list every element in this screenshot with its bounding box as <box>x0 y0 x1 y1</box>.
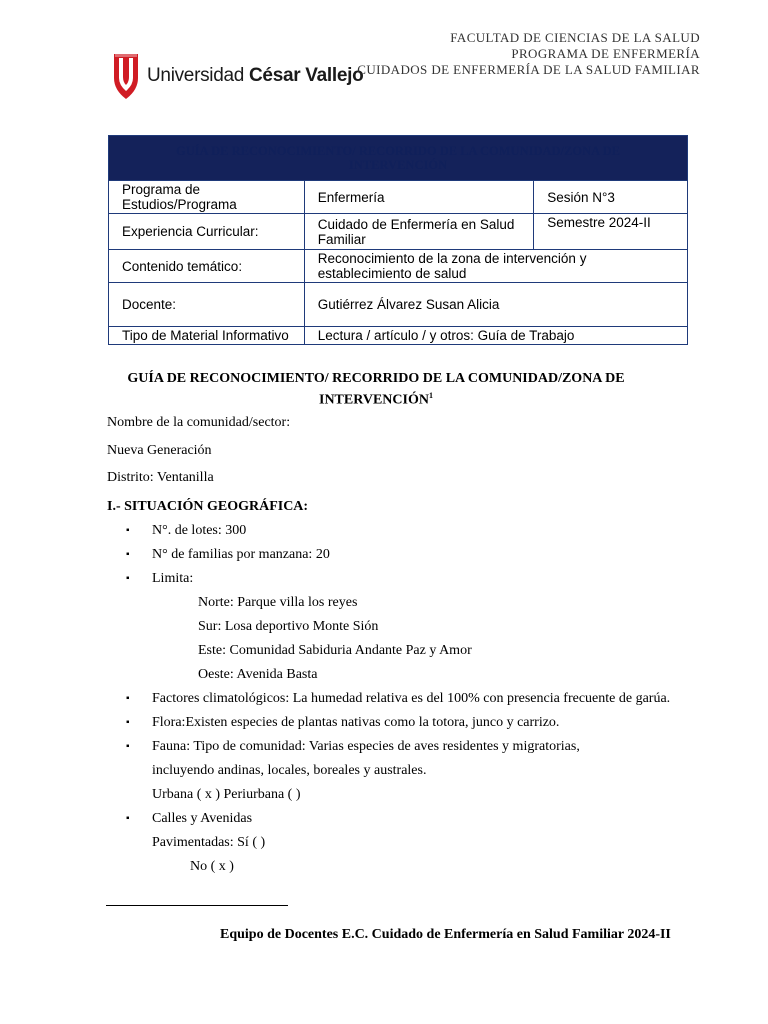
fauna-continuation: incluyendo andinas, locales, boreales y australes. <box>152 763 427 778</box>
row-label: Contenido temático: <box>109 250 305 283</box>
bullet-icon: ▪ <box>126 525 130 536</box>
row-extra: Semestre 2024-II <box>534 214 688 250</box>
row-label: Experiencia Curricular: <box>109 214 305 250</box>
row-label: Tipo de Material Informativo <box>109 327 305 345</box>
course-name: CUIDADOS DE ENFERMERÍA DE LA SALUD FAMILIAR <box>357 62 700 77</box>
section-title: I.- SITUACIÓN GEOGRÁFICA: <box>107 499 309 514</box>
faculty-name: FACULTAD DE CIENCIAS DE LA SALUD <box>450 30 700 45</box>
community-label: Nombre de la comunidad/sector: <box>107 415 291 430</box>
footnote-mark: 1 <box>428 391 433 400</box>
table-row <box>109 181 688 214</box>
list-item-lotes: N°. de lotes: 300 <box>152 523 247 538</box>
footnote-separator <box>106 905 288 906</box>
row-extra: Sesión N°3 <box>534 181 688 214</box>
limit-sur: Sur: Losa deportivo Monte Sión <box>198 619 379 634</box>
row-value: Enfermería <box>304 181 533 214</box>
bullet-icon: ▪ <box>126 717 130 728</box>
list-item-limita: Limita: <box>152 571 194 586</box>
pavimentadas-si: Pavimentadas: Sí ( ) <box>152 835 266 850</box>
list-item-calles: Calles y Avenidas <box>152 811 253 826</box>
university-name-regular: Universidad <box>147 65 250 86</box>
row-value: Gutiérrez Álvarez Susan Alicia <box>304 283 687 327</box>
bullet-icon: ▪ <box>126 813 130 824</box>
row-value: Lectura / artículo / y otros: Guía de Trabajo <box>304 327 687 345</box>
row-value: Cuidado de Enfermería en Salud Familiar <box>304 214 533 250</box>
document-title-text: GUÍA DE RECONOCIMIENTO/ RECORRIDO DE LA COMUNIDAD/ZONA DE INTERVENCIÓN <box>127 371 625 408</box>
bullet-icon: ▪ <box>126 573 130 584</box>
table-row <box>109 283 688 327</box>
list-item-familias: N° de familias por manzana: 20 <box>152 547 330 562</box>
bullet-icon: ▪ <box>126 693 130 704</box>
list-item-clima: Factores climatológicos: La humedad relativa es del 100% con presencia frecuente de garúa. <box>152 691 671 706</box>
bullet-icon: ▪ <box>126 741 130 752</box>
header-institution <box>357 30 700 78</box>
district: Distrito: Ventanilla <box>107 470 214 485</box>
limit-oeste: Oeste: Avenida Basta <box>198 667 318 682</box>
row-value: Reconocimiento de la zona de intervención y establecimiento de salud <box>304 250 687 283</box>
university-name <box>147 65 363 87</box>
table-row <box>109 214 688 250</box>
table-row <box>109 250 688 283</box>
info-table <box>108 135 688 345</box>
community-name: Nueva Generación <box>107 443 212 458</box>
info-table-header <box>109 136 688 181</box>
table-row <box>109 327 688 345</box>
limit-norte: Norte: Parque villa los reyes <box>198 595 358 610</box>
row-label: Docente: <box>109 283 305 327</box>
footer-text: Equipo de Docentes E.C. Cuidado de Enfermería en Salud Familiar 2024-II <box>220 927 671 942</box>
program-name: PROGRAMA DE ENFERMERÍA <box>511 46 700 61</box>
row-label: Programa de Estudios/Programa <box>109 181 305 214</box>
info-table-title: GUÍA DE RECONOCIMIENTO/ RECORRIDO DE LA COMUNIDAD/ZONA DE INTERVENCIÓN <box>109 136 688 181</box>
document-title <box>108 370 644 409</box>
university-shield-icon <box>113 52 139 100</box>
university-name-bold: César Vallejo <box>249 65 364 86</box>
bullet-icon: ▪ <box>126 549 130 560</box>
list-item-flora: Flora:Existen especies de plantas nativas como la totora, junco y carrizo. <box>152 715 560 730</box>
university-logo <box>113 52 363 100</box>
limit-este: Este: Comunidad Sabiduria Andante Paz y Amor <box>198 643 472 658</box>
pavimentadas-no: No ( x ) <box>190 859 234 874</box>
community-type: Urbana ( x ) Periurbana ( ) <box>152 787 301 802</box>
list-item-fauna: Fauna: Tipo de comunidad: Varias especies de aves residentes y migratorias, <box>152 739 580 754</box>
